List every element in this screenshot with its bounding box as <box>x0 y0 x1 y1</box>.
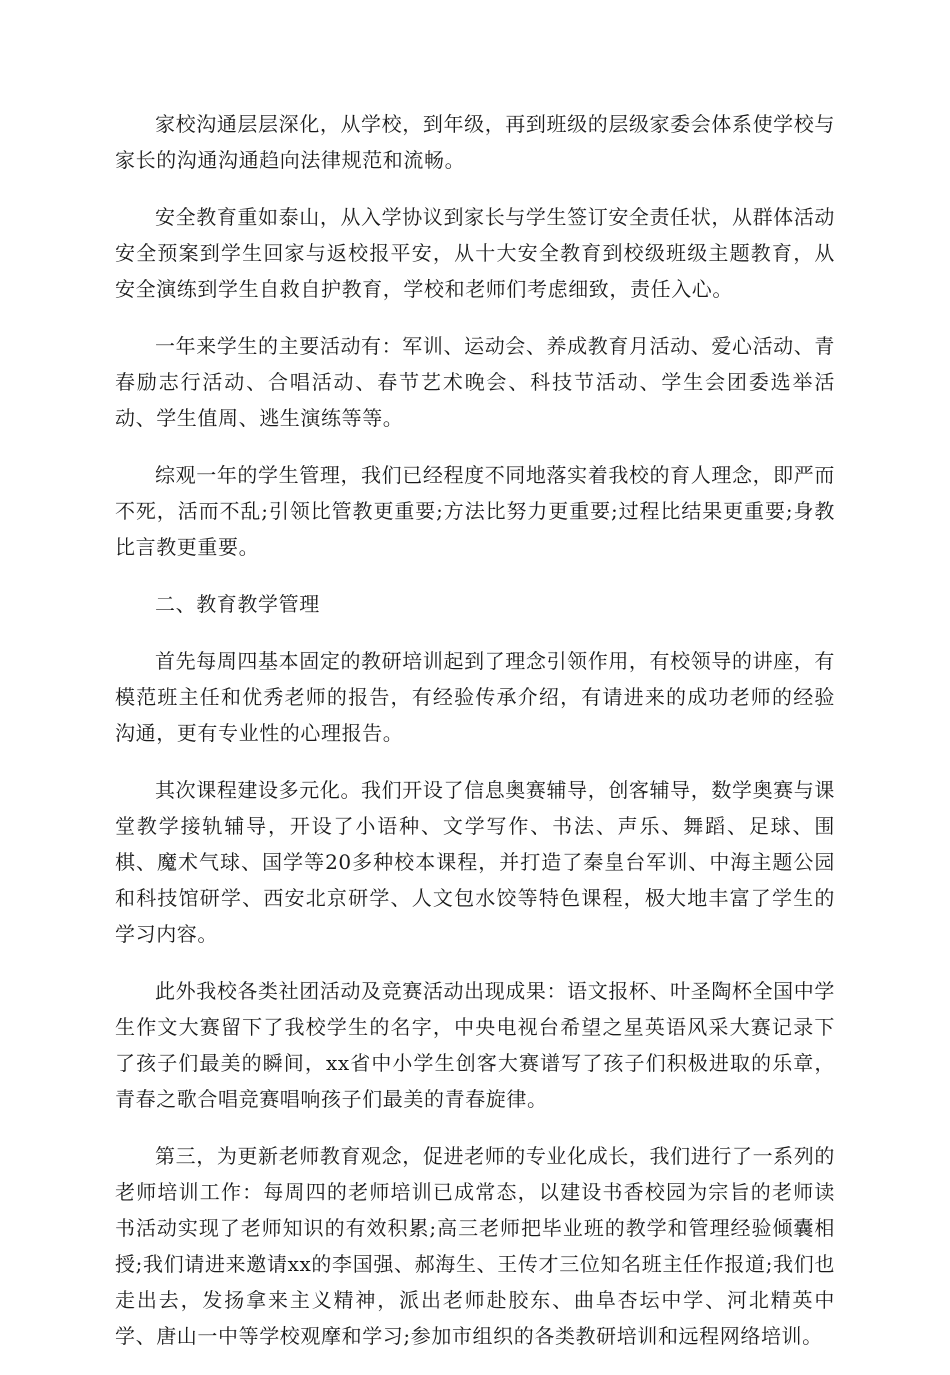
paragraph-curriculum: 其次课程建设多元化。我们开设了信息奥赛辅导，创客辅导，数学奥赛与课堂教学接轨辅导，开设了小语种、文学写作、书法、声乐、舞蹈、足球、围棋、魔术气球、国学等20多种校本课程，并打造了秦皇台军训、中海主题公园和科技馆研学、西安北京研学、人文包水饺等特色课程，极大地丰富了学生的学习内容。 <box>115 778 835 946</box>
paragraph-teacher-training: 首先每周四基本固定的教研培训起到了理念引领作用，有校领导的讲座，有模范班主任和优秀老师的报告，有经验传承介绍，有请进来的成功老师的经验沟通，更有专业性的心理报告。 <box>115 649 835 745</box>
paragraph-teacher-development: 第三，为更新老师教育观念，促进老师的专业化成长，我们进行了一系列的老师培训工作：每周四的老师培训已成常态，以建设书香校园为宗旨的老师读书活动实现了老师知识的有效积累;高三老师把毕业班的教学和管理经验倾囊相授;我们请进来邀请xx的李国强、郝海生、王传才三位知名班主任作报道;我们也走出去，发扬拿来主义精神，派出老师赴胶东、曲阜杏坛中学、河北精英中学、唐山一中等学校观摩和学习;参加市组织的各类教研培训和远程网络培训。 <box>115 1144 835 1348</box>
paragraph-safety-education: 安全教育重如泰山，从入学协议到家长与学生签订安全责任状，从群体活动安全预案到学生回家与返校报平安，从十大安全教育到校级班级主题教育，从安全演练到学生自救自护教育，学校和老师们考虑细致，责任入心。 <box>115 205 835 301</box>
paragraph-student-management-summary: 综观一年的学生管理，我们已经程度不同地落实着我校的育人理念，即严而不死，活而不乱;引领比管教更重要;方法比努力更重要;过程比结果更重要;身教比言教更重要。 <box>115 463 835 559</box>
document-body <box>115 106 835 1375</box>
paragraph-clubs-competitions: 此外我校各类社团活动及竞赛活动出现成果：语文报杯、叶圣陶杯全国中学生作文大赛留下了我校学生的名字，中央电视台希望之星英语风采大赛记录下了孩子们最美的瞬间，xx省中小学生创客大赛谱写了孩子们积极进取的乐章，青春之歌合唱竞赛唱响孩子们最美的青春旋律。 <box>115 979 835 1111</box>
paragraph-student-activities: 一年来学生的主要活动有：军训、运动会、养成教育月活动、爱心活动、青春励志行活动、合唱活动、春节艺术晚会、科技节活动、学生会团委选举活动、学生值周、逃生演练等等。 <box>115 334 835 430</box>
section-heading-teaching-management: 二、教育教学管理 <box>155 592 320 616</box>
paragraph-home-school-communication: 家校沟通层层深化，从学校，到年级，再到班级的层级家委会体系使学校与家长的沟通沟通趋向法律规范和流畅。 <box>115 112 835 172</box>
